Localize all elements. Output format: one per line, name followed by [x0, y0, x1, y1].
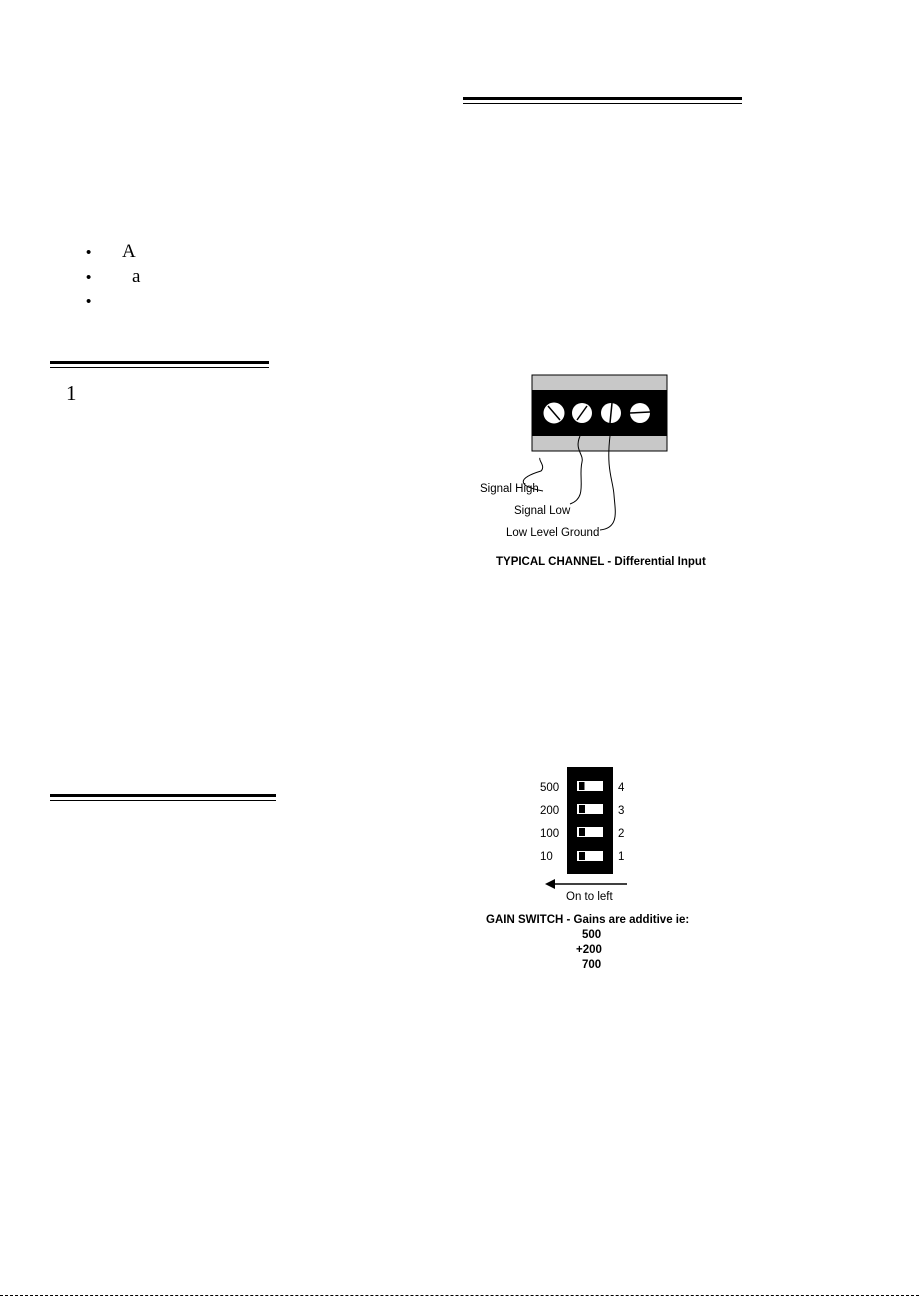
dip-switch-1	[577, 851, 603, 861]
list-item	[86, 289, 122, 314]
screw-terminal-4	[630, 403, 650, 423]
section-rule-top-right	[463, 97, 742, 104]
dip-switch-4	[577, 781, 603, 791]
caption-typical-channel: TYPICAL CHANNEL - Differential Input	[496, 556, 706, 568]
terminal-block-diagram	[470, 370, 730, 550]
list-item	[86, 240, 136, 265]
screw-terminal-3	[601, 403, 621, 423]
list-item-text: a	[132, 266, 141, 287]
gain-label-100: 100	[540, 828, 560, 840]
gain-label-500: 500	[540, 782, 560, 794]
gain-label-200: 200	[540, 805, 560, 817]
bullet-icon: •	[86, 244, 92, 261]
section-rule-left-1	[50, 361, 269, 368]
label-signal-low: Signal Low	[514, 505, 571, 517]
screw-terminal-2	[572, 403, 592, 423]
numbered-item: 1	[66, 381, 77, 405]
dip-switch-3	[577, 804, 603, 814]
position-label-4: 4	[618, 782, 625, 794]
position-label-3: 3	[618, 805, 625, 817]
example-line-1: 500	[582, 929, 602, 941]
label-low-level-ground: Low Level Ground	[506, 527, 600, 539]
position-label-1: 1	[618, 851, 625, 863]
gain-label-10: 10	[540, 851, 553, 863]
arrow-label: On to left	[566, 891, 613, 903]
caption-gain-switch: GAIN SWITCH - Gains are additive ie:	[486, 914, 690, 926]
dip-switch-2	[577, 827, 603, 837]
list-item	[86, 265, 140, 290]
label-signal-high: Signal High	[480, 483, 539, 495]
screw-terminal-1	[544, 403, 564, 423]
example-line-3: 700	[582, 959, 602, 971]
page-bottom-dashed-rule	[0, 1295, 919, 1296]
position-label-2: 2	[618, 828, 625, 840]
example-line-2: +200	[576, 944, 602, 956]
arrow-left-icon	[545, 878, 630, 890]
list-item-text: A	[122, 241, 136, 262]
section-rule-left-2	[50, 794, 276, 801]
bullet-icon: •	[86, 269, 92, 286]
gain-switch-toggles	[567, 767, 613, 874]
bullet-icon: •	[86, 293, 92, 310]
